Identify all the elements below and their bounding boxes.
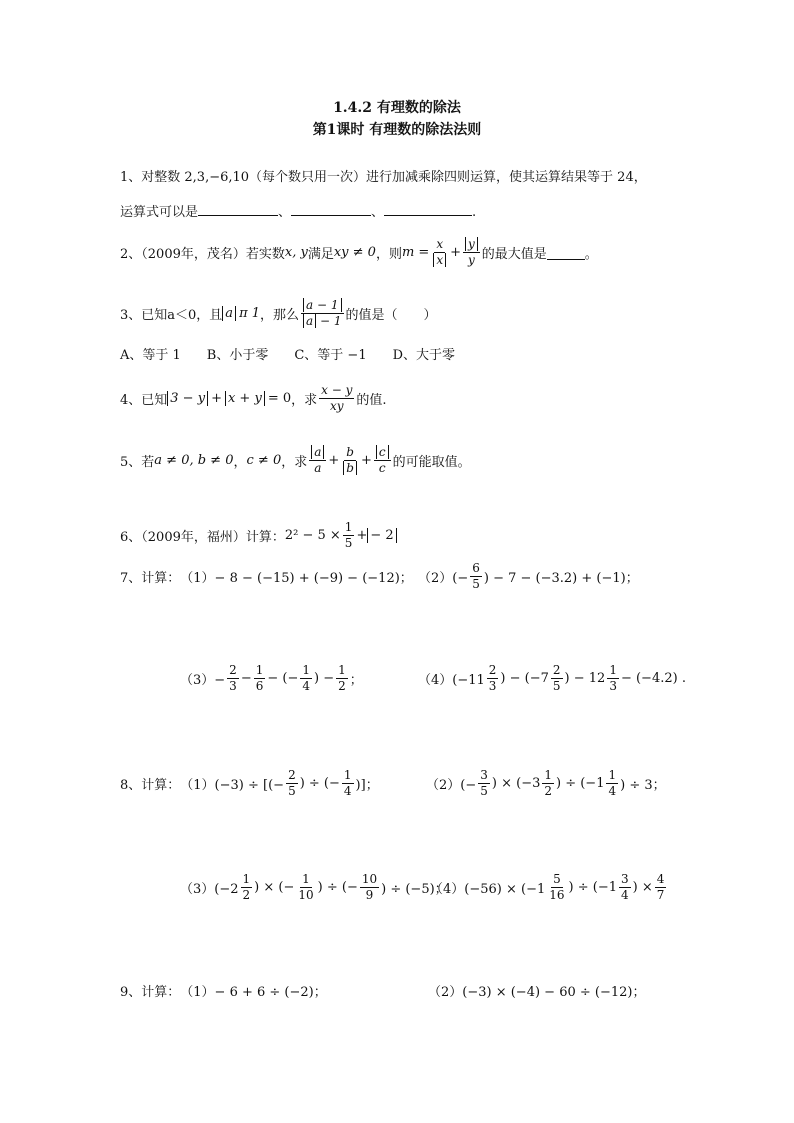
q8-p4-pre: （4）(−56) × (−1: [430, 881, 546, 897]
q5-frac-3: [374, 446, 391, 475]
q2-frac-2-den: y: [468, 252, 475, 267]
q7-p3-b-den: 6: [255, 678, 264, 693]
q2-prefix: 2、（2009年，茂名）若实数: [120, 246, 285, 262]
question-8-row-1: [120, 763, 379, 803]
q5-plus-2: +: [360, 452, 372, 468]
q4-suffix: 的值.: [356, 392, 387, 408]
q8-p1-a-den: 5: [288, 783, 296, 798]
q6-abs: − 2: [367, 528, 396, 543]
q5-frac-2-den: b: [343, 461, 357, 475]
q3-frac-den-tail: − 1: [320, 313, 342, 328]
q7-p2-pre: （2）(−: [418, 570, 469, 586]
q7-p3-d-num: 1: [338, 662, 346, 677]
q7-p4-end: − (−4.2) .: [620, 670, 686, 686]
q8-p2-pre: （2）(−: [426, 777, 477, 793]
q5-frac-1-den: a: [314, 460, 322, 475]
q4-mid: ，求: [291, 392, 318, 408]
q8-p1-pre: （1）(−3) ÷ [(−: [180, 777, 285, 793]
question-4: [120, 378, 387, 418]
q8-p3-m1: ) × (−: [254, 879, 295, 895]
q8-p2-frac-a: [478, 769, 490, 798]
q8-p3-frac-a: [241, 873, 253, 902]
q2-plus: +: [450, 244, 461, 260]
q8-p4-b-den: 4: [621, 887, 629, 902]
answer-blank-2[interactable]: [291, 201, 371, 216]
q8-p2-b-num: 1: [544, 767, 552, 782]
q7-p4-a-num: 2: [488, 662, 497, 677]
q8-p1-a-num: 2: [288, 767, 296, 782]
q9-label: 9、计算：: [120, 984, 181, 1000]
q2-vars: x, y: [284, 244, 308, 260]
q5-cond-2: c ≠ 0: [246, 452, 282, 468]
q8-p2-end: ) ÷ 3；: [620, 777, 666, 793]
q7-p3-end: ；: [349, 672, 363, 688]
q2-frac-2: [463, 238, 480, 267]
q8-p4-m1: ) ÷ (−1: [568, 879, 617, 895]
q8-p2-frac-b: [542, 769, 554, 798]
q8-p4-frac-a: [547, 873, 566, 902]
q5-frac-2: [341, 446, 359, 475]
q5-comma: ，: [233, 454, 247, 470]
q7-p3-m2: − (−: [267, 670, 299, 686]
q8-p3-b-den: 10: [298, 887, 314, 902]
answer-blank-1[interactable]: [198, 201, 278, 216]
q7-p4-frac-c: [607, 664, 619, 693]
q7-p3-b-num: 1: [255, 662, 264, 677]
q4-abs-2: x + y: [225, 391, 265, 406]
q2-then: ，则: [375, 246, 402, 262]
q7-p3-frac-c: [300, 664, 312, 693]
q7-p2-den: 5: [472, 576, 480, 591]
q3-frac-den-abs: a: [303, 314, 316, 328]
q5-frac-1: [309, 446, 326, 475]
q7-part-3: [180, 658, 363, 698]
q1-sep-1: 、: [278, 205, 292, 220]
question-1-line-2: [120, 201, 476, 223]
q3-suffix: 的值是（ ）: [345, 307, 437, 323]
q5-plus-1: +: [328, 452, 340, 468]
q8-p3-c-den: 9: [365, 887, 374, 902]
q8-part-4: [430, 867, 668, 907]
q5-frac-3-num: c: [376, 445, 389, 459]
q7-p4-b-den: 5: [552, 678, 561, 693]
q8-p1-m: ) ÷ (−: [299, 775, 340, 791]
q3-abs-a: a: [222, 306, 236, 321]
q4-frac-num: x − y: [321, 382, 353, 397]
answer-blank-q2[interactable]: [547, 245, 585, 260]
lesson-title: 第1课时 有理数的除法法则: [312, 122, 482, 138]
q4-frac: [319, 384, 354, 413]
q8-p4-c-den: 7: [656, 887, 665, 902]
q8-p4-frac-c: [655, 873, 667, 902]
q3-prefix: 3、已知a＜0，且: [120, 307, 223, 323]
q8-p2-m2: ) ÷ (−1: [556, 775, 605, 791]
q9-part-2: （2）(−3) × (−4) − 60 ÷ (−12)；: [428, 984, 646, 1000]
q7-p3-frac-d: [336, 664, 348, 693]
q8-p3-b-num: 1: [302, 871, 310, 886]
q8-p3-frac-b: [296, 873, 315, 902]
question-7-row-1: [120, 556, 413, 596]
q8-p1-frac-b: [342, 769, 354, 798]
q6-expr-2: +: [356, 527, 368, 543]
q8-p2-c-num: 1: [608, 767, 617, 782]
question-1-line-1: 1、对整数 2,3,−6,10（每个数只用一次）进行加减乘除四则运算，使其运算结果等于 24，: [120, 170, 647, 185]
q7-part-4: [418, 658, 686, 698]
question-3: [120, 293, 437, 333]
q3-then: ，那么: [260, 307, 300, 323]
q6-frac-num: 1: [344, 519, 353, 534]
q8-p3-m2: ) ÷ (−: [317, 879, 358, 895]
q9-part-1: （1）− 6 + 6 ÷ (−2)；: [180, 984, 327, 1000]
q8-p3-a-den: 2: [242, 887, 251, 902]
q7-p4-m2: ) − 12: [564, 670, 606, 686]
q7-p2-num: 6: [472, 560, 480, 575]
q5-frac-3-den: c: [378, 460, 386, 475]
q8-p3-c-num: 10: [361, 871, 378, 886]
question-9-row-1: [120, 978, 327, 1002]
q2-frac-1-den: x: [433, 253, 446, 267]
q7-p4-c-den: 3: [609, 678, 617, 693]
q8-p3-frac-c: [360, 873, 379, 902]
q2-end: 。: [584, 246, 598, 262]
q8-p3-a-num: 1: [242, 871, 251, 886]
q5-cond: a ≠ 0, b ≠ 0: [154, 452, 234, 468]
q7-p3-a-num: 2: [229, 662, 237, 677]
q8-p1-end: )]；: [355, 777, 379, 793]
question-5: [120, 440, 471, 480]
q8-p2-m1: ) × (−3: [491, 775, 541, 791]
q5-frac-2-num: b: [346, 444, 354, 459]
q2-frac-2-num: y: [465, 237, 478, 251]
q7-p4-c-num: 1: [609, 662, 617, 677]
q8-p4-m2: ) ×: [632, 879, 653, 895]
q8-p2-a-num: 3: [480, 767, 488, 782]
q1-end: .: [472, 205, 477, 220]
q3-cond-tail: π 1: [239, 305, 261, 321]
q4-abs-1: 3 − y: [167, 391, 208, 406]
question-6: [120, 515, 397, 555]
q7-p3-pre: （3）−: [180, 672, 226, 688]
q5-prefix: 5、若: [120, 454, 155, 470]
q1-prefix: 运算式可以是: [120, 205, 199, 220]
q2-m: m =: [401, 244, 430, 260]
q7-p3-c-num: 1: [302, 662, 310, 677]
q8-p3-pre: （3）(−2: [180, 881, 239, 897]
q8-p4-b-num: 3: [621, 871, 629, 886]
q8-p4-frac-b: [619, 873, 631, 902]
q4-prefix: 4、已知: [120, 392, 168, 408]
q8-p4-c-num: 4: [656, 871, 665, 886]
answer-blank-3[interactable]: [384, 201, 472, 216]
question-2: [120, 232, 598, 272]
q8-part-3: [180, 867, 448, 907]
q8-p2-frac-c: [606, 769, 618, 798]
q8-p1-b-num: 1: [343, 767, 352, 782]
q3-frac: [301, 299, 344, 328]
q8-p4-a-num: 5: [553, 871, 561, 886]
q7-p3-frac-b: [254, 664, 266, 693]
q2-suffix: 的最大值是: [481, 246, 547, 262]
q7-part-1: （1）− 8 − (−15) + (−9) − (−12)；: [180, 570, 413, 586]
q2-frac-1: [431, 238, 448, 267]
q8-p1-b-den: 4: [343, 783, 352, 798]
q8-part-2: [426, 763, 666, 803]
q2-cond-pre: 满足: [307, 246, 334, 262]
q7-p3-c-den: 4: [302, 678, 310, 693]
q7-label: 7、计算：: [120, 570, 181, 586]
q5-mid: ，求: [281, 454, 308, 470]
q7-p4-frac-b: [551, 664, 563, 693]
q4-frac-den: xy: [329, 398, 344, 413]
question-3-options: A、等于 1 B、小于零 C、等于 −1 D、大于零: [120, 348, 456, 363]
q8-label: 8、计算：: [120, 777, 181, 793]
q7-p4-pre: （4）(−11: [418, 672, 485, 688]
q7-p4-frac-a: [487, 664, 499, 693]
q1-sep-2: 、: [371, 205, 385, 220]
q4-eq: = 0: [267, 390, 292, 406]
q7-p3-m3: ) −: [314, 670, 335, 686]
q7-p3-frac-a: [227, 664, 239, 693]
q7-p4-b-num: 2: [552, 662, 561, 677]
q8-p2-a-den: 5: [480, 783, 488, 798]
q8-p2-c-den: 4: [608, 783, 617, 798]
q6-expr-1: 2² − 5 ×: [284, 527, 341, 543]
q6-frac: [343, 521, 355, 550]
q7-p3-m1: −: [240, 670, 252, 686]
q7-p3-d-den: 2: [338, 678, 346, 693]
q8-p1-frac-a: [286, 769, 298, 798]
q8-p3-end: ) ÷ (−5)；: [381, 881, 448, 897]
q5-suffix: 的可能取值。: [392, 454, 471, 470]
q7-p3-a-den: 3: [229, 678, 237, 693]
section-title: 1.4.2 有理数的除法: [333, 100, 461, 116]
q7-p4-a-den: 3: [488, 678, 497, 693]
q8-p2-b-den: 2: [544, 783, 552, 798]
q5-frac-1-num: a: [311, 445, 324, 459]
q4-plus: +: [211, 390, 222, 406]
q7-p2-frac: [470, 562, 482, 591]
q6-frac-den: 5: [344, 535, 353, 550]
q7-p4-m1: ) − (−7: [500, 670, 549, 686]
q3-frac-num: a − 1: [303, 298, 341, 312]
q7-p2-post: ) − 7 − (−3.2) + (−1)；: [483, 570, 639, 586]
q6-prefix: 6、（2009年，福州）计算：: [120, 529, 285, 545]
q8-p4-a-den: 16: [549, 887, 565, 902]
q7-part-2: [418, 556, 639, 596]
q2-cond: xy ≠ 0: [333, 244, 376, 260]
q2-frac-1-num: x: [436, 236, 444, 251]
